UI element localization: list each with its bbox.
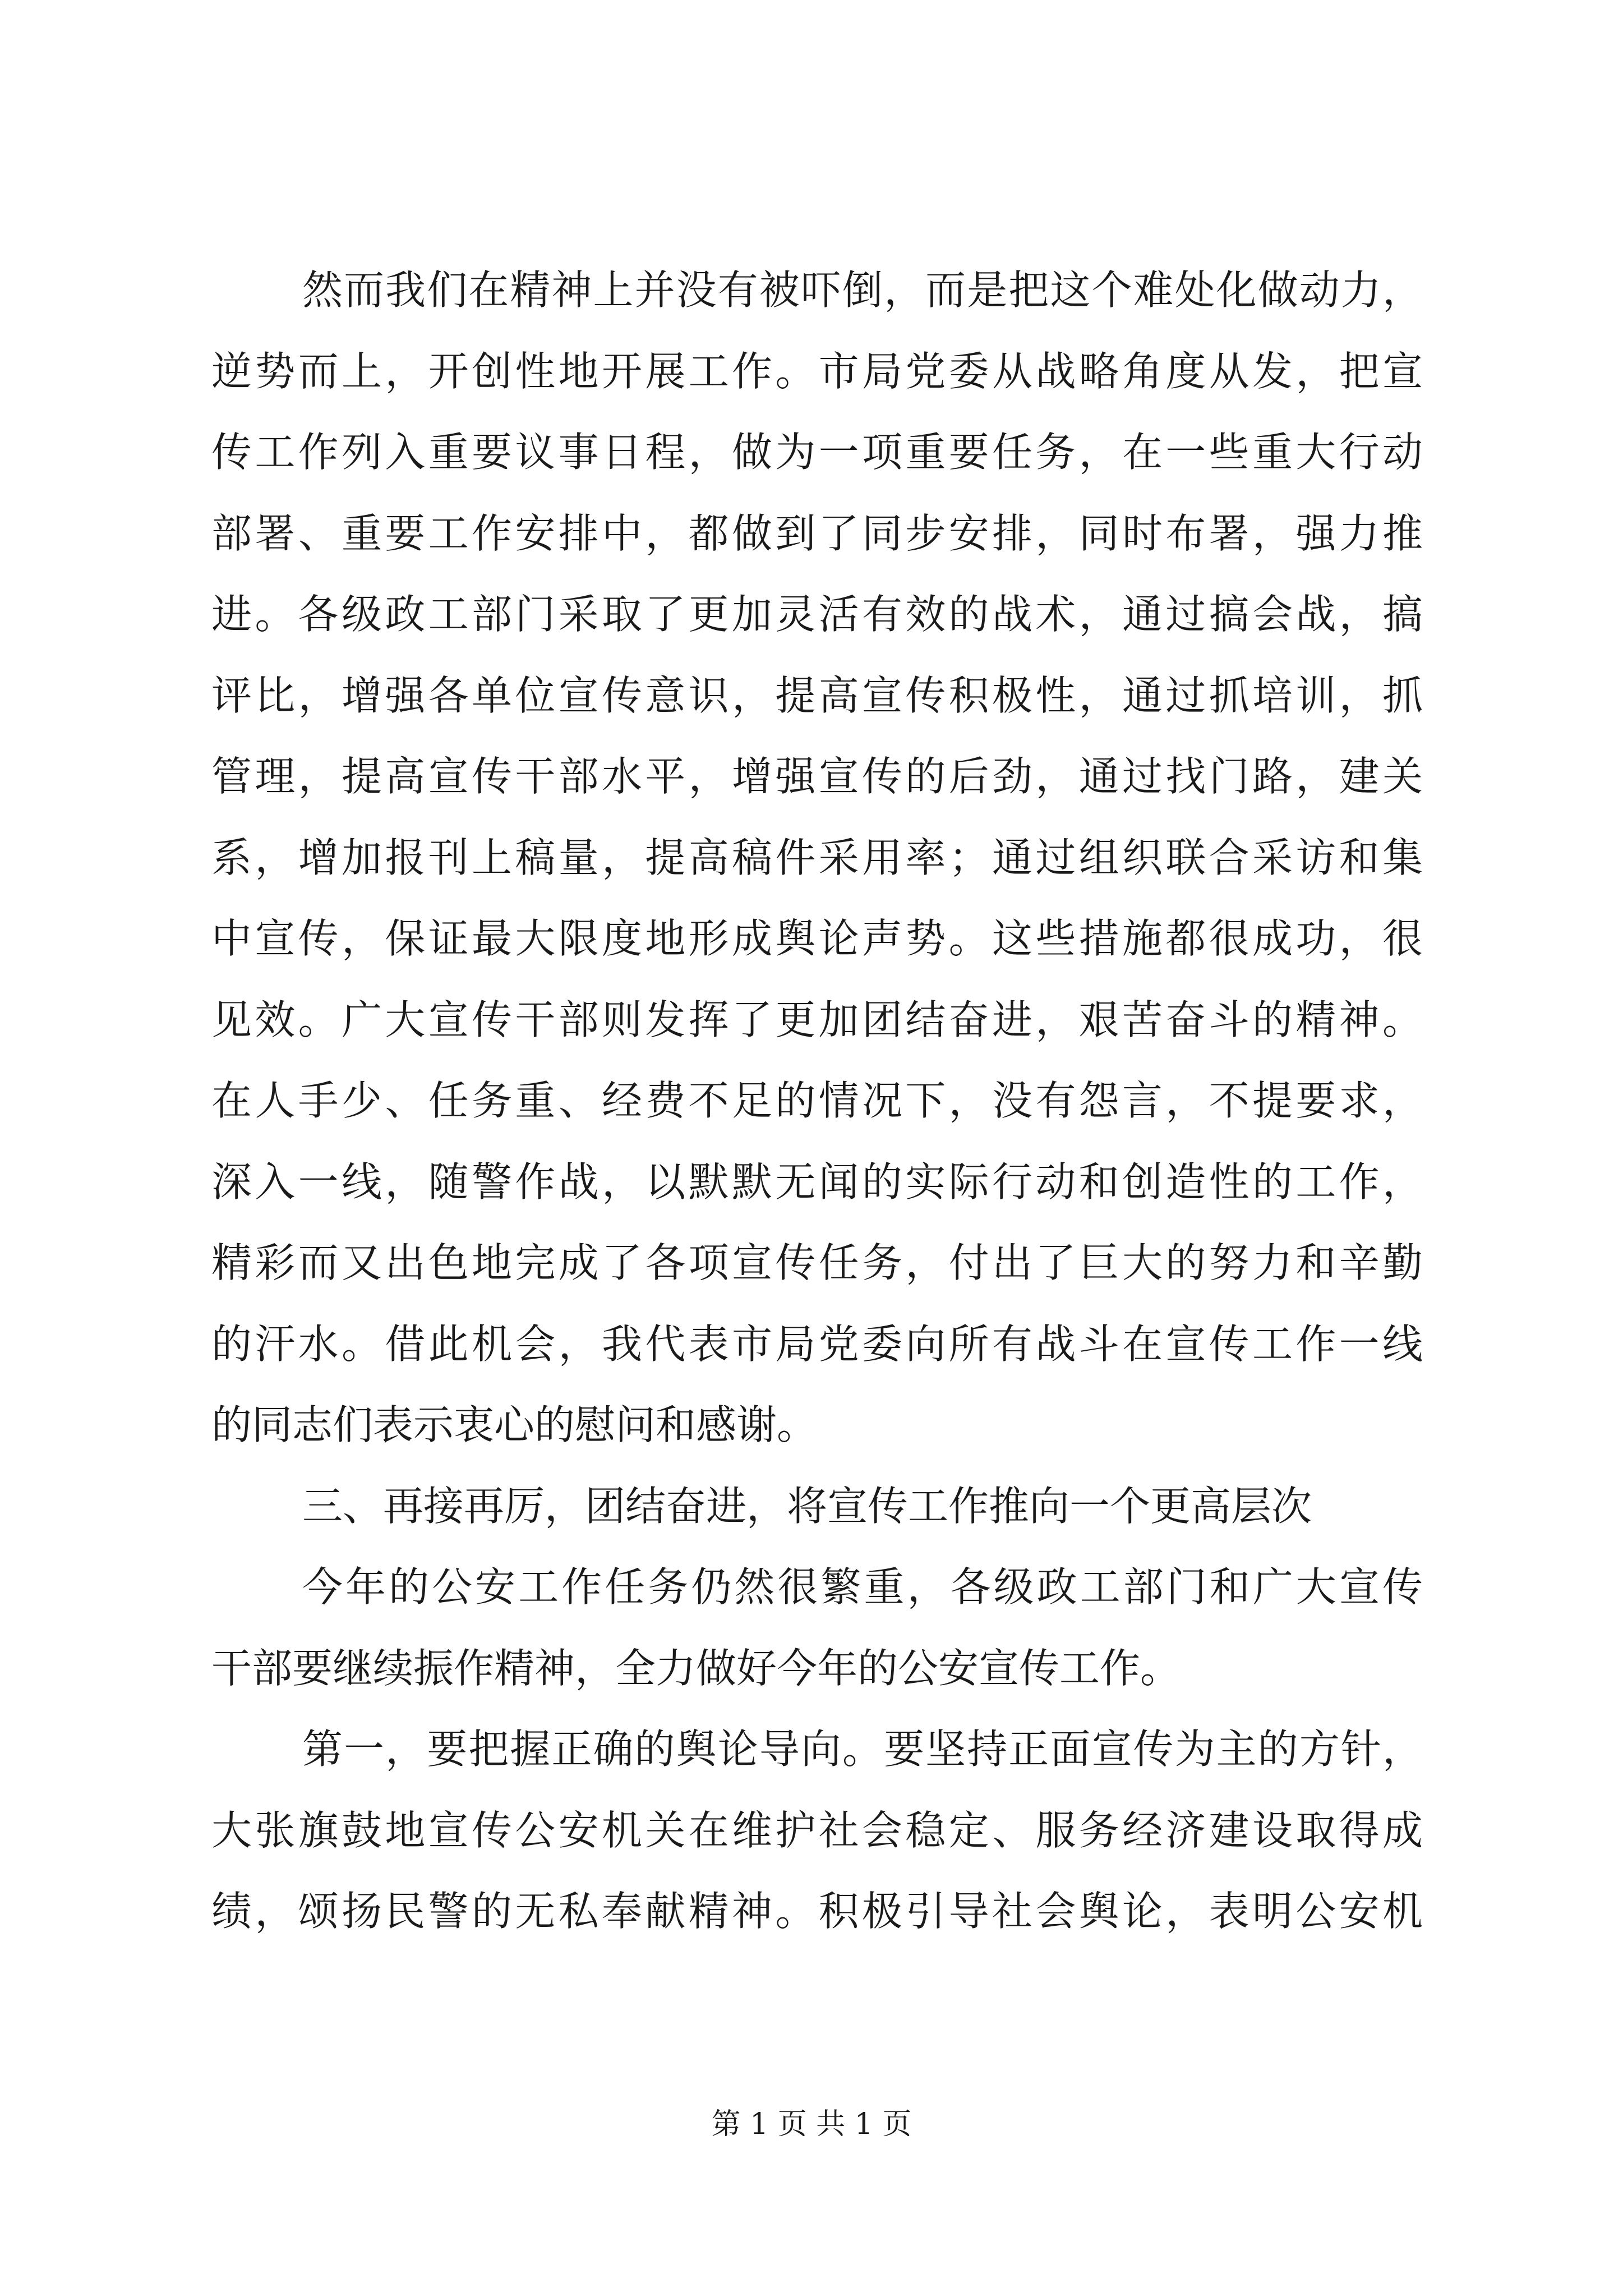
paragraph-3-line-1: 第一，要把握正确的舆论导向。要坚持正面宣传为主的方针，: [302, 1726, 1423, 1773]
paragraph-3-line-3: 绩，颂扬民警的无私奉献精神。积极引导社会舆论，表明公安机: [211, 1888, 1423, 1935]
paragraph-1-line-6: 评比，增强各单位宣传意识，提高宣传积极性，通过抓培训，抓: [211, 671, 1423, 719]
paragraph-1-line-2: 逆势而上，开创性地开展工作。市局党委从战略角度从发，把宣: [211, 347, 1423, 395]
paragraph-2-line-2: 干部要继续振作精神，全力做好今年的公安宣传工作。: [211, 1644, 1181, 1692]
paragraph-1-line-13: 精彩而又出色地完成了各项宣传任务，付出了巨大的努力和辛勤: [211, 1239, 1423, 1286]
paragraph-1-line-4: 部署、重要工作安排中，都做到了同步安排，同时布署，强力推: [211, 509, 1423, 557]
document-body: [211, 250, 1423, 1952]
paragraph-2-line-1: 今年的公安工作任务仍然很繁重，各级政工部门和广大宣传: [302, 1563, 1423, 1611]
paragraph-1-line-15: 的同志们表示衷心的慰问和感谢。: [211, 1401, 818, 1448]
paragraph-3-line-2: 大张旗鼓地宣传公安机关在维护社会稳定、服务经济建设取得成: [211, 1806, 1423, 1854]
paragraph-1-line-5: 进。各级政工部门采取了更加灵活有效的战术，通过搞会战，搞: [211, 591, 1423, 638]
page-number-footer: 第 1 页 共 1 页: [711, 2108, 912, 2141]
paragraph-1-line-1: 然而我们在精神上并没有被吓倒，而是把这个难处化做动力，: [302, 266, 1423, 314]
paragraph-1-line-8: 系，增加报刊上稿量，提高稿件采用率；通过组织联合采访和集: [211, 834, 1423, 881]
section-heading-3: 三、再接再厉，团结奋进，将宣传工作推向一个更高层次: [302, 1482, 1312, 1530]
paragraph-1-line-3: 传工作列入重要议事日程，做为一项重要任务，在一些重大行动: [211, 429, 1423, 476]
paragraph-1-line-10: 见效。广大宣传干部则发挥了更加团结奋进，艰苦奋斗的精神。: [211, 996, 1423, 1043]
paragraph-1-line-9: 中宣传，保证最大限度地形成舆论声势。这些措施都很成功，很: [211, 915, 1423, 962]
paragraph-1-line-11: 在人手少、任务重、经费不足的情况下，没有怨言，不提要求，: [211, 1077, 1423, 1124]
paragraph-1-line-14: 的汗水。借此机会，我代表市局党委向所有战斗在宣传工作一线: [211, 1320, 1423, 1368]
paragraph-1-line-7: 管理，提高宣传干部水平，增强宣传的后劲，通过找门路，建关: [211, 753, 1423, 800]
paragraph-1-line-12: 深入一线，随警作战，以默默无闻的实际行动和创造性的工作，: [211, 1158, 1423, 1205]
